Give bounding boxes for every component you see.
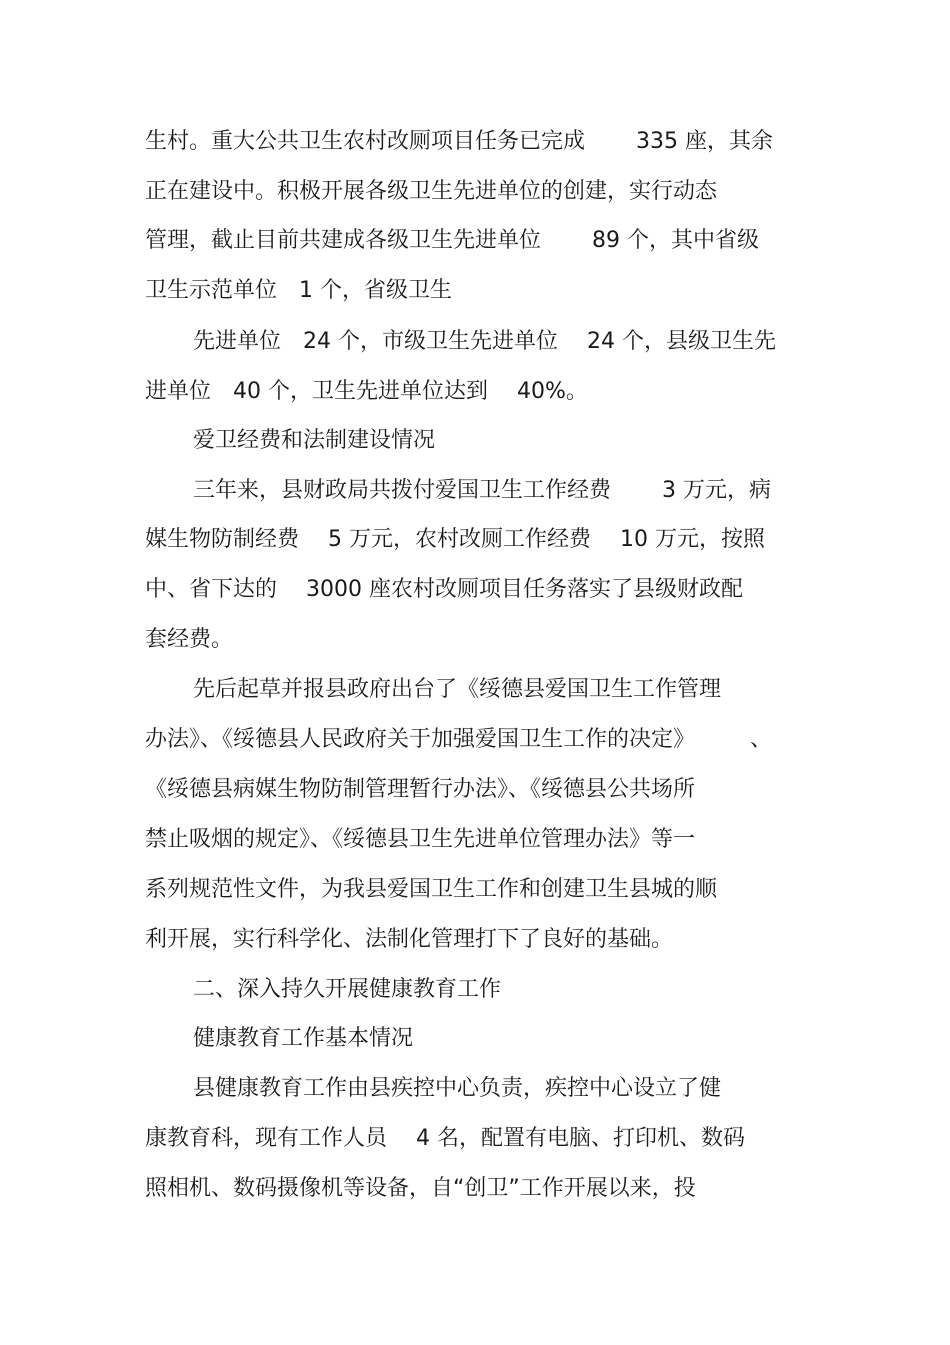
text-line: 先后起草并报县政府出台了《绥德县爱国卫生工作管理	[193, 677, 722, 702]
text-line: 管理，截止目前共建成各级卫生先进单位 89 个，其中省级	[145, 228, 759, 253]
text-line: 先进单位 24 个，市级卫生先进单位 24 个，县级卫生先	[193, 329, 776, 354]
text-line: 禁止吸烟的规定》、《绥德县卫生先进单位管理办法》等一	[145, 827, 696, 852]
section-heading: 二、深入持久开展健康教育工作	[193, 977, 502, 1002]
text-line: 卫生示范单位 1 个，省级卫生	[145, 278, 452, 303]
text-line: 《绥德县病媒生物防制管理暂行办法》、《绥德县公共场所	[145, 777, 696, 802]
text-line: 正在建设中。积极开展各级卫生先进单位的创建，实行动态	[145, 179, 718, 204]
section-heading: 爱卫经费和法制建设情况	[193, 428, 436, 453]
text-line: 照相机、数码摄像机等设备，自“创卫”工作开展以来，投	[145, 1176, 696, 1201]
text-line: 三年来，县财政局共拨付爱国卫生工作经费 3 万元，病	[193, 478, 771, 503]
text-line: 中、省下达的 3000 座农村改厕项目任务落实了县级财政配	[145, 577, 743, 602]
subsection-heading: 健康教育工作基本情况	[193, 1026, 414, 1051]
text-line: 县健康教育工作由县疾控中心负责，疾控中心设立了健	[193, 1076, 722, 1101]
text-line: 系列规范性文件，为我县爱国卫生工作和创建卫生县城的顺	[145, 877, 718, 902]
text-line: 办法》、《绥德县人民政府关于加强爱国卫生工作的决定》 、	[145, 727, 773, 752]
text-line: 利开展，实行科学化、法制化管理打下了良好的基础。	[145, 927, 674, 952]
text-line: 进单位 40 个，卫生先进单位达到 40%。	[145, 379, 588, 404]
text-line: 媒生物防制经费 5 万元，农村改厕工作经费 10 万元，按照	[145, 527, 765, 552]
text-line: 套经费。	[145, 627, 234, 652]
text-line: 康教育科，现有工作人员 4 名，配置有电脑、打印机、数码	[145, 1126, 745, 1151]
text-line: 生村。重大公共卫生农村改厕项目任务已完成 335 座，其余	[145, 129, 773, 154]
